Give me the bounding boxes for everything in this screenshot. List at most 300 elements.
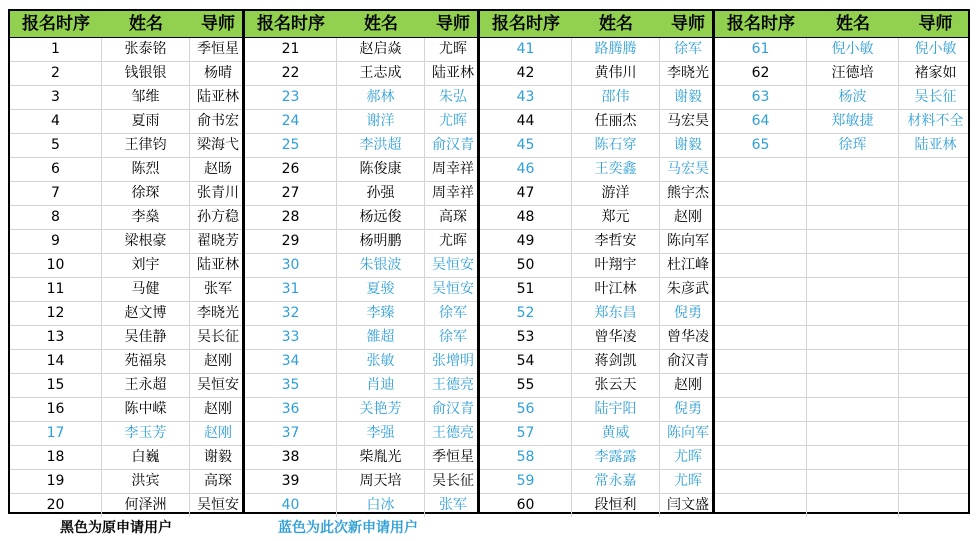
order-cell: 13 — [10, 326, 102, 349]
table-row — [10, 470, 242, 494]
name-cell: 王律钧 — [102, 134, 190, 157]
order-cell — [715, 206, 807, 229]
order-cell: 41 — [480, 38, 572, 61]
name-cell: 白冰 — [337, 494, 425, 517]
mentor-cell: 赵刚 — [674, 209, 702, 225]
name-cell: 李哲安 — [572, 230, 660, 253]
header-mentor: 导师 — [436, 14, 470, 34]
header-name: 姓名 — [599, 14, 633, 34]
mentor-cell: 俞汉青 — [432, 137, 474, 153]
table-row — [715, 38, 968, 62]
name-cell: 倪小敏 — [807, 38, 899, 61]
table-row — [245, 350, 477, 374]
mentor-cell: 俞书宏 — [197, 113, 239, 129]
order-cell: 44 — [480, 110, 572, 133]
mentor-cell: 翟晓芳 — [197, 233, 239, 249]
mentor-cell: 谢毅 — [674, 89, 702, 105]
name-cell: 柴胤光 — [337, 446, 425, 469]
order-cell — [715, 494, 807, 517]
mentor-cell: 赵刚 — [204, 353, 232, 369]
name-cell: 李洪超 — [337, 134, 425, 157]
mentor-cell — [899, 278, 972, 301]
empty-row — [715, 422, 968, 446]
empty-row — [715, 470, 968, 494]
table-row — [715, 110, 968, 134]
name-cell: 郑东昌 — [572, 302, 660, 325]
name-cell: 郑敏捷 — [807, 110, 899, 133]
mentor-cell: 赵刚 — [674, 377, 702, 393]
table-row — [10, 422, 242, 446]
mentor-cell — [899, 422, 972, 445]
order-cell: 1 — [10, 38, 102, 61]
header-row — [715, 11, 968, 38]
order-cell: 11 — [10, 278, 102, 301]
order-cell — [715, 446, 807, 469]
table-row — [245, 374, 477, 398]
order-cell: 64 — [715, 110, 807, 133]
name-cell: 李臻 — [337, 302, 425, 325]
name-cell: 陈石穿 — [572, 134, 660, 157]
name-cell: 赵文博 — [102, 302, 190, 325]
name-cell: 李露露 — [572, 446, 660, 469]
mentor-cell: 高琛 — [439, 209, 467, 225]
table-row — [10, 206, 242, 230]
order-cell: 27 — [245, 182, 337, 205]
order-cell: 52 — [480, 302, 572, 325]
mentor-cell: 俞汉青 — [432, 401, 474, 417]
header-name: 姓名 — [364, 14, 398, 34]
table-row — [10, 62, 242, 86]
order-cell: 38 — [245, 446, 337, 469]
order-cell: 42 — [480, 62, 572, 85]
order-cell: 36 — [245, 398, 337, 421]
table-row — [245, 278, 477, 302]
order-cell: 51 — [480, 278, 572, 301]
name-cell: 周天培 — [337, 470, 425, 493]
order-cell: 46 — [480, 158, 572, 181]
table-row — [480, 62, 712, 86]
order-cell: 47 — [480, 182, 572, 205]
table-row — [245, 230, 477, 254]
order-cell: 45 — [480, 134, 572, 157]
empty-row — [715, 230, 968, 254]
table-row — [245, 134, 477, 158]
order-cell: 59 — [480, 470, 572, 493]
name-cell: 段恒利 — [572, 494, 660, 517]
table-row — [480, 326, 712, 350]
empty-row — [715, 398, 968, 422]
header-name: 姓名 — [129, 14, 163, 34]
order-cell — [715, 158, 807, 181]
order-cell: 50 — [480, 254, 572, 277]
empty-row — [715, 374, 968, 398]
mentor-cell: 马宏昊 — [667, 161, 709, 177]
order-cell: 18 — [10, 446, 102, 469]
name-cell: 陆宇阳 — [572, 398, 660, 421]
table-row — [245, 470, 477, 494]
name-cell — [807, 302, 899, 325]
table-row — [480, 278, 712, 302]
name-cell — [807, 182, 899, 205]
name-cell — [807, 206, 899, 229]
name-cell: 叶江林 — [572, 278, 660, 301]
header-order: 报名时序 — [22, 14, 90, 34]
mentor-cell: 赵旸 — [204, 161, 232, 177]
mentor-cell: 周幸祥 — [432, 161, 474, 177]
mentor-cell: 尤晖 — [439, 41, 467, 57]
mentor-cell — [899, 350, 972, 373]
mentor-cell: 孙方稳 — [197, 209, 239, 225]
mentor-cell — [899, 470, 972, 493]
mentor-cell: 材料不全 — [907, 113, 964, 129]
name-cell: 徐琛 — [102, 182, 190, 205]
order-cell: 14 — [10, 350, 102, 373]
name-cell — [807, 494, 899, 517]
mentor-cell: 曾华凌 — [667, 329, 709, 345]
mentor-cell: 吴恒安 — [197, 497, 239, 513]
order-cell: 2 — [10, 62, 102, 85]
mentor-cell: 李晓光 — [667, 65, 709, 81]
mentor-cell: 谢毅 — [204, 449, 232, 465]
order-cell: 29 — [245, 230, 337, 253]
empty-row — [715, 326, 968, 350]
mentor-cell: 尤晖 — [674, 449, 702, 465]
order-cell: 28 — [245, 206, 337, 229]
table-row — [10, 350, 242, 374]
empty-row — [715, 182, 968, 206]
mentor-cell — [899, 398, 972, 421]
empty-row — [715, 302, 968, 326]
table-row — [245, 446, 477, 470]
mentor-cell: 吴恒安 — [432, 257, 474, 273]
name-cell: 杨明鹏 — [337, 230, 425, 253]
name-cell: 邹维 — [102, 86, 190, 109]
name-cell: 常永嘉 — [572, 470, 660, 493]
table-row — [245, 62, 477, 86]
order-cell: 12 — [10, 302, 102, 325]
table-row — [480, 110, 712, 134]
mentor-cell — [899, 254, 972, 277]
name-cell: 陈中嵘 — [102, 398, 190, 421]
name-cell — [807, 446, 899, 469]
table-row — [480, 422, 712, 446]
mentor-cell: 王德亮 — [432, 425, 474, 441]
order-cell: 9 — [10, 230, 102, 253]
order-cell: 39 — [245, 470, 337, 493]
table-block — [8, 9, 244, 514]
mentor-cell: 熊宇杰 — [667, 185, 709, 201]
name-cell: 肖迪 — [337, 374, 425, 397]
table-row — [10, 182, 242, 206]
mentor-cell: 陆亚林 — [914, 137, 957, 153]
name-cell: 马健 — [102, 278, 190, 301]
order-cell: 34 — [245, 350, 337, 373]
name-cell: 钱银银 — [102, 62, 190, 85]
name-cell: 郑元 — [572, 206, 660, 229]
mentor-cell — [899, 326, 972, 349]
table-row — [480, 398, 712, 422]
order-cell: 20 — [10, 494, 102, 517]
table-row — [715, 86, 968, 110]
table-row — [245, 398, 477, 422]
table-row — [10, 302, 242, 326]
name-cell: 任丽杰 — [572, 110, 660, 133]
table-row — [480, 86, 712, 110]
name-cell: 赵启焱 — [337, 38, 425, 61]
applicant-table — [8, 9, 970, 514]
table-row — [245, 326, 477, 350]
table-row — [10, 398, 242, 422]
header-order: 报名时序 — [492, 14, 560, 34]
mentor-cell: 王德亮 — [432, 377, 474, 393]
name-cell: 吴佳静 — [102, 326, 190, 349]
order-cell: 65 — [715, 134, 807, 157]
table-row — [480, 254, 712, 278]
mentor-cell: 吴恒安 — [197, 377, 239, 393]
name-cell: 路腾腾 — [572, 38, 660, 61]
mentor-cell: 徐军 — [439, 305, 467, 321]
table-row — [10, 158, 242, 182]
table-row — [10, 326, 242, 350]
header-row — [480, 11, 712, 38]
table-block — [478, 9, 714, 514]
order-cell: 3 — [10, 86, 102, 109]
table-row — [480, 230, 712, 254]
name-cell — [807, 470, 899, 493]
table-row — [245, 182, 477, 206]
name-cell: 夏雨 — [102, 110, 190, 133]
table-row — [245, 38, 477, 62]
mentor-cell — [899, 158, 972, 181]
table-row — [245, 302, 477, 326]
order-cell — [715, 398, 807, 421]
table-row — [480, 470, 712, 494]
order-cell: 17 — [10, 422, 102, 445]
table-row — [480, 38, 712, 62]
mentor-cell: 季恒星 — [432, 449, 474, 465]
table-row — [480, 182, 712, 206]
name-cell — [807, 374, 899, 397]
name-cell — [807, 326, 899, 349]
mentor-cell: 张青川 — [197, 185, 239, 201]
order-cell: 32 — [245, 302, 337, 325]
mentor-cell: 陈向军 — [667, 233, 709, 249]
mentor-cell: 尤晖 — [439, 113, 467, 129]
order-cell — [715, 326, 807, 349]
mentor-cell: 张军 — [439, 497, 467, 513]
header-name: 姓名 — [836, 14, 870, 34]
name-cell: 郝林 — [337, 86, 425, 109]
mentor-cell: 吴恒安 — [432, 281, 474, 297]
table-row — [245, 110, 477, 134]
table-row — [480, 158, 712, 182]
order-cell: 62 — [715, 62, 807, 85]
order-cell — [715, 350, 807, 373]
order-cell: 43 — [480, 86, 572, 109]
mentor-cell: 徐军 — [674, 41, 702, 57]
header-mentor: 导师 — [671, 14, 705, 34]
mentor-cell: 吴长征 — [197, 329, 239, 345]
name-cell: 梁根豪 — [102, 230, 190, 253]
order-cell: 56 — [480, 398, 572, 421]
order-cell — [715, 254, 807, 277]
order-cell: 26 — [245, 158, 337, 181]
name-cell: 李燊 — [102, 206, 190, 229]
mentor-cell: 李晓光 — [197, 305, 239, 321]
mentor-cell: 陆亚林 — [197, 89, 239, 105]
mentor-cell: 张军 — [204, 281, 232, 297]
header-order: 报名时序 — [727, 14, 795, 34]
mentor-cell: 吴长征 — [432, 473, 474, 489]
table-block — [713, 9, 970, 514]
name-cell — [807, 278, 899, 301]
table-row — [10, 278, 242, 302]
order-cell: 10 — [10, 254, 102, 277]
header-row — [10, 11, 242, 38]
order-cell: 54 — [480, 350, 572, 373]
table-row — [10, 230, 242, 254]
name-cell: 白巍 — [102, 446, 190, 469]
mentor-cell: 赵刚 — [204, 425, 232, 441]
mentor-cell: 梁海弋 — [197, 137, 239, 153]
name-cell: 邵伟 — [572, 86, 660, 109]
order-cell: 61 — [715, 38, 807, 61]
order-cell: 60 — [480, 494, 572, 517]
table-row — [480, 350, 712, 374]
name-cell: 游洋 — [572, 182, 660, 205]
header-mentor: 导师 — [918, 14, 953, 34]
mentor-cell: 周幸祥 — [432, 185, 474, 201]
name-cell — [807, 158, 899, 181]
table-row — [10, 38, 242, 62]
mentor-cell: 陈向军 — [667, 425, 709, 441]
order-cell: 16 — [10, 398, 102, 421]
order-cell: 22 — [245, 62, 337, 85]
order-cell: 21 — [245, 38, 337, 61]
order-cell — [715, 470, 807, 493]
empty-row — [715, 446, 968, 470]
table-row — [245, 422, 477, 446]
name-cell: 曾华凌 — [572, 326, 660, 349]
order-cell: 19 — [10, 470, 102, 493]
name-cell: 王永超 — [102, 374, 190, 397]
table-row — [715, 62, 968, 86]
table-row — [245, 494, 477, 518]
mentor-cell — [899, 374, 972, 397]
name-cell: 洪宾 — [102, 470, 190, 493]
order-cell: 25 — [245, 134, 337, 157]
table-row — [245, 86, 477, 110]
empty-row — [715, 350, 968, 374]
mentor-cell — [899, 230, 972, 253]
name-cell — [807, 422, 899, 445]
order-cell: 40 — [245, 494, 337, 517]
mentor-cell: 闫文盛 — [667, 497, 709, 513]
name-cell: 张泰铭 — [102, 38, 190, 61]
mentor-cell — [899, 446, 972, 469]
mentor-cell: 赵刚 — [204, 401, 232, 417]
order-cell: 33 — [245, 326, 337, 349]
order-cell: 4 — [10, 110, 102, 133]
mentor-cell: 倪小敏 — [914, 41, 957, 57]
mentor-cell — [899, 302, 972, 325]
order-cell: 63 — [715, 86, 807, 109]
name-cell: 张敏 — [337, 350, 425, 373]
mentor-cell: 褚家如 — [914, 65, 957, 81]
name-cell: 汪德培 — [807, 62, 899, 85]
table-row — [10, 110, 242, 134]
name-cell: 黄伟川 — [572, 62, 660, 85]
order-cell: 8 — [10, 206, 102, 229]
mentor-cell: 谢毅 — [674, 137, 702, 153]
order-cell: 7 — [10, 182, 102, 205]
name-cell: 蒋剑凯 — [572, 350, 660, 373]
order-cell: 55 — [480, 374, 572, 397]
mentor-cell: 季恒星 — [197, 41, 239, 57]
mentor-cell: 高琛 — [204, 473, 232, 489]
mentor-cell: 陆亚林 — [432, 65, 474, 81]
order-cell: 23 — [245, 86, 337, 109]
mentor-cell: 徐军 — [439, 329, 467, 345]
table-row — [10, 374, 242, 398]
table-row — [480, 206, 712, 230]
header-mentor: 导师 — [201, 14, 235, 34]
order-cell: 15 — [10, 374, 102, 397]
name-cell: 徐珲 — [807, 134, 899, 157]
order-cell: 6 — [10, 158, 102, 181]
empty-row — [715, 278, 968, 302]
mentor-cell: 陆亚林 — [197, 257, 239, 273]
name-cell — [807, 254, 899, 277]
table-row — [10, 254, 242, 278]
empty-row — [715, 206, 968, 230]
empty-row — [715, 158, 968, 182]
name-cell: 孙强 — [337, 182, 425, 205]
name-cell: 张云天 — [572, 374, 660, 397]
name-cell: 王志成 — [337, 62, 425, 85]
mentor-cell: 朱弘 — [439, 89, 467, 105]
table-row — [480, 302, 712, 326]
name-cell: 李玉芳 — [102, 422, 190, 445]
name-cell — [807, 398, 899, 421]
mentor-cell — [899, 182, 972, 205]
mentor-cell: 杜江峰 — [667, 257, 709, 273]
name-cell: 黄威 — [572, 422, 660, 445]
mentor-cell: 尤晖 — [674, 473, 702, 489]
name-cell: 谢洋 — [337, 110, 425, 133]
name-cell: 李强 — [337, 422, 425, 445]
mentor-cell: 马宏昊 — [667, 113, 709, 129]
name-cell: 陈俊康 — [337, 158, 425, 181]
name-cell: 雒超 — [337, 326, 425, 349]
mentor-cell: 杨晴 — [204, 65, 232, 81]
mentor-cell: 倪勇 — [674, 401, 702, 417]
mentor-cell: 倪勇 — [674, 305, 702, 321]
mentor-cell: 张增明 — [432, 353, 474, 369]
order-cell — [715, 230, 807, 253]
table-row — [10, 446, 242, 470]
mentor-cell — [899, 206, 972, 229]
order-cell: 48 — [480, 206, 572, 229]
order-cell: 37 — [245, 422, 337, 445]
mentor-cell — [899, 494, 972, 517]
name-cell: 杨远俊 — [337, 206, 425, 229]
table-row — [715, 134, 968, 158]
mentor-cell: 吴长征 — [914, 89, 957, 105]
mentor-cell: 俞汉青 — [667, 353, 709, 369]
mentor-cell: 尤晖 — [439, 233, 467, 249]
name-cell: 杨波 — [807, 86, 899, 109]
